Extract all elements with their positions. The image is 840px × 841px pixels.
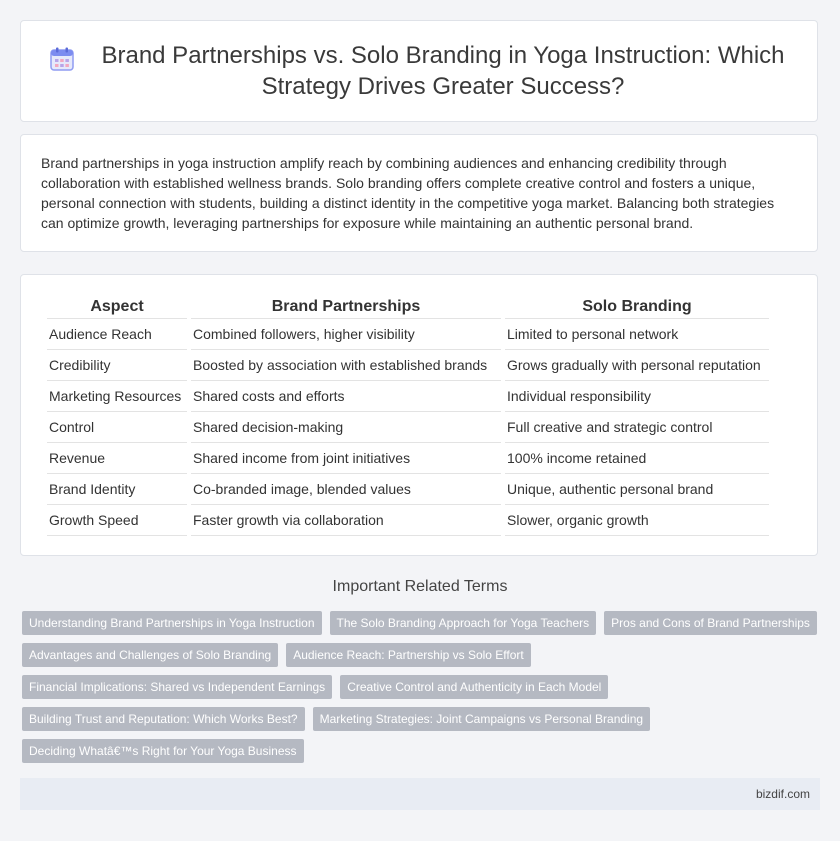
tag-row [22,707,822,731]
cell-aspect: Growth Speed [47,505,187,536]
related-term-tag[interactable]: Building Trust and Reputation: Which Works Best? [22,707,305,731]
header-solo-branding: Solo Branding [505,295,769,319]
related-terms-list [22,611,822,771]
tag-row [22,643,822,667]
cell-partnership: Faster growth via collaboration [191,505,501,536]
related-term-tag[interactable]: Deciding Whatâ€™s Right for Your Yoga Business [22,739,304,763]
title-card [20,20,818,122]
cell-solo: Full creative and strategic control [505,412,769,443]
table-row [47,505,769,536]
intro-card [20,134,818,252]
footer [20,778,820,810]
table-row [47,381,769,412]
tag-row [22,675,822,699]
title-wrap [49,40,789,102]
related-term-tag[interactable]: Marketing Strategies: Joint Campaigns vs Personal Branding [313,707,651,731]
table-row [47,350,769,381]
related-term-tag[interactable]: Financial Implications: Shared vs Independent Earnings [22,675,332,699]
related-term-tag[interactable]: Pros and Cons of Brand Partnerships [604,611,817,635]
cell-partnership: Shared income from joint initiatives [191,443,501,474]
table-header-row [47,295,769,319]
cell-solo: Grows gradually with personal reputation [505,350,769,381]
related-term-tag[interactable]: Advantages and Challenges of Solo Branding [22,643,278,667]
related-term-tag[interactable]: The Solo Branding Approach for Yoga Teachers [330,611,597,635]
header-brand-partnerships: Brand Partnerships [191,295,501,319]
tag-row [22,611,822,635]
tag-row [22,739,822,763]
table-row [47,443,769,474]
related-term-tag[interactable]: Creative Control and Authenticity in Each Model [340,675,608,699]
footer-site-link[interactable]: bizdif.com [755,787,810,801]
cell-solo: Unique, authentic personal brand [505,474,769,505]
related-term-tag[interactable]: Understanding Brand Partnerships in Yoga Instruction [22,611,322,635]
cell-partnership: Shared decision-making [191,412,501,443]
cell-aspect: Audience Reach [47,319,187,350]
cell-aspect: Control [47,412,187,443]
comparison-table [43,295,773,536]
related-term-tag[interactable]: Audience Reach: Partnership vs Solo Effort [286,643,531,667]
cell-aspect: Revenue [47,443,187,474]
table-row [47,412,769,443]
calendar-icon [49,46,75,72]
cell-partnership: Boosted by association with established brands [191,350,501,381]
cell-aspect: Brand Identity [47,474,187,505]
page-title: Brand Partnerships vs. Solo Branding in Yoga Instruction: Which Strategy Drives Greater Success? [101,42,785,100]
cell-aspect: Marketing Resources [47,381,187,412]
cell-partnership: Combined followers, higher visibility [191,319,501,350]
comparison-card [20,274,818,556]
cell-solo: Limited to personal network [505,319,769,350]
table-row [47,474,769,505]
related-terms-title: Important Related Terms [332,578,508,595]
cell-partnership: Co-branded image, blended values [191,474,501,505]
intro-paragraph: Brand partnerships in yoga instruction amplify reach by combining audiences and enhancing credibility through collaboration with established wellness brands. Solo branding offers complete creative control and fosters a unique, personal connection with students, building a distinct identity in the competitive yoga market. Balancing both strategies can optimize growth, leveraging partnerships for exposure while maintaining an authentic personal brand. [41,155,775,231]
header-aspect: Aspect [47,295,187,319]
cell-aspect: Credibility [47,350,187,381]
cell-solo: Individual responsibility [505,381,769,412]
cell-solo: 100% income retained [505,443,769,474]
table-row [47,319,769,350]
cell-partnership: Shared costs and efforts [191,381,501,412]
cell-solo: Slower, organic growth [505,505,769,536]
